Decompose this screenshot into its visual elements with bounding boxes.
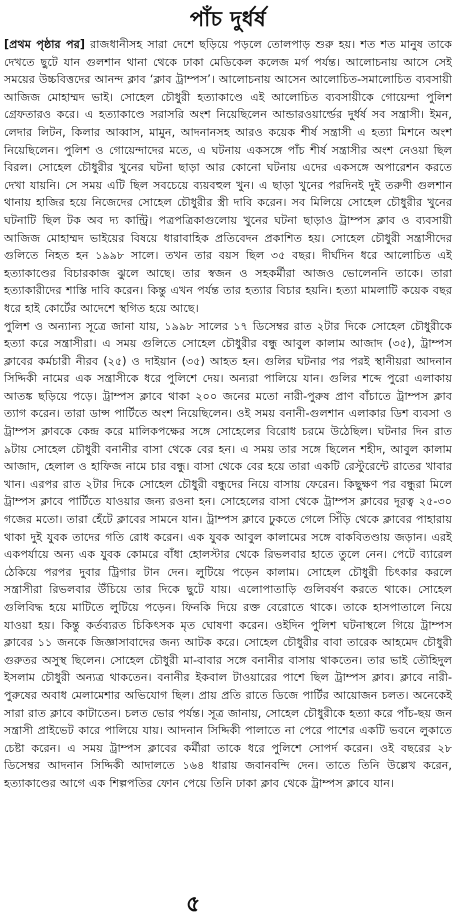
page-number-fragment: ৫ xyxy=(186,892,201,917)
paragraph-2: পুলিশ ও অন্যান্য সূত্রে জানা যায়, ১৯৯৮ সালের ১৭ ডিসেম্বর রাত ২টার দিকে সোহেল চৌধুরীকে হত্যা করে সন্ত্রাসীরা। এ সময় গুলিতে সোহেল চৌধুরীর বন্ধু আবুল কালাম আজাদ (৩৫), ট্রাম্পস ক্লাবের কর্মচারী নীরব (২৫) ও দাইয়ান (৩৫) আহত হন। গুলির ঘটনার পর পরই স্থানীয়রা আদনান সিদ্দিকী নামের এক সন্ত্রাসীকে ধরে পুলিশে দেয়। অন্যরা পালিয়ে যান। গুলির শব্দে পুরো এলাকায় আতঙ্ক ছড়িয়ে পড়ে। ট্রাম্পস ক্লাবে থাকা ২০০ জনের মতো নারী-পুরুষ প্রাণ বাঁচাতে ট্রাম্পস ক্লাব ত্যাগ করেন। তারা ডান্স পার্টিতে অংশ নিয়েছিলেন। ওই সময় বনানী-গুলশান এলাকার ডিশ ব্যবসা ও ট্রাম্পস ক্লাবকে কেন্দ্র করে মালিকপক্ষের সঙ্গে সোহেলের বিরোধ চরমে উঠেছিল। ঘটনার দিন রাত ৯টায় সোহেল চৌধুরী বনানীর বাসা থেকে বের হন। এ সময় তার সঙ্গে ছিলেন শহীদ, আবুল কালাম আজাদ, হেলাল ও হাফিজ নামে চার বন্ধু। বাসা থেকে বের হয়ে তারা একটি রেস্টুরেন্টে রাতের খাবার খান। এরপর রাত ২টার দিকে সোহেল চৌধুরী বন্ধুদের নিয়ে বাসায় ফেরেন। কিছুক্ষণ পর বন্ধুরা মিলে ট্রাম্পস ক্লাবে পার্টিতে যাওয়ার জন্য রওনা হন। সোহেলের বাসা থেকে ট্রাম্পস ক্লাবের দূরত্ব ২৫-৩০ গজের মতো। তারা হেঁটে ক্লাবের সামনে যান। ট্রাম্পস ক্লাবে ঢুকতে গেলে সিঁড়ি থেকে ক্লাবের পাহারায় থাকা দুই যুবক তাদের গতি রোধ করেন। এক যুবক আবুল কালামের সঙ্গে বাকবিতণ্ডায় জড়ান। এরই একপর্যায়ে অন্য এক যুবক কোমরে বাঁধা হোলস্টার থেকে রিভলবার হাতে তুলে নেন। পেটে ব্যারেল ঠেকিয়ে পরপর দুবার ট্রিগার টান দেন। লুটিয়ে পড়েন কালাম। সোহেল চৌধুরী চিৎকার করলে সন্ত্রাসীরা রিভলবার উঁচিয়ে তার দিকে ছুটে যায়। এলোপাতাড়ি গুলিবর্ষণ করতে থাকে। সোহেল গুলিবিদ্ধ হয়ে মাটিতে লুটিয়ে পড়েন। ফিনকি দিয়ে রক্ত বেরোতে থাকে। তাকে হাসপাতালে নিয়ে যাওয়া হয়। কিন্তু কর্তব্যরত চিকিৎসক মৃত ঘোষণা করেন। ওইদিন পুলিশ ঘটনাস্থলে গিয়ে ট্রাম্পস ক্লাবের ১১ জনকে জিজ্ঞাসাবাদের জন্য আটক করে। সোহেল চৌধুরীর বাবা তারেক আহমেদ চৌধুরী গুরুতর অসুস্থ ছিলেন। সোহেল চৌধুরী মা-বাবার সঙ্গে বনানীর বাসায় থাকতেন। তার ভাই তৌহিদুল ইসলাম চৌধুরী অন্যত্র থাকতেন। বনানীর ইকবাল টাওয়ারের পাশে ছিল ট্রাম্পস ক্লাব। ক্লাবে নারী-পুরুষের অবাধ মেলামেশার অভিযোগ ছিল। প্রায় প্রতি রাতে ডিজে পার্টির আয়োজন চলত। অনেকেই সারা রাত ক্লাবে কাটাতেন। চলত ভোর পর্যন্ত। সূত্র জানায়, সোহেল চৌধুরীকে হত্যা করে পাঁচ-ছয় জন সন্ত্রাসী প্রাইভেট কারে পালিয়ে যায়। আদনান সিদ্দিকী পালাতে না পেরে পাশের একটি ভবনে লুকাতে চেষ্টা করেন। এ সময় ট্রাম্পস ক্লাবের কর্মীরা তাকে ধরে পুলিশে সোপর্দ করেন। ওই বছরের ২৮ ডিসেম্বর আদনান সিদ্দিকী আদালতে ১৬৪ ধারায় জবানবন্দি দেন। তাতে তিনি উল্লেখ করেন, হত্যাকাণ্ডের আগে এক শিল্পপতির ফোন পেয়ে তিনি ঢাকা ক্লাব থেকে ট্রাম্পস ক্লাবে যান। xyxy=(4,319,452,790)
article-body xyxy=(4,36,452,793)
paragraph-1 xyxy=(4,36,452,318)
headline: পাঁচ দুর্ধর্ষ xyxy=(189,7,267,31)
continuation-label: [প্রথম পৃষ্ঠার পর] xyxy=(4,38,86,51)
paragraph-1-text: রাজধানীসহ সারা দেশে ছড়িয়ে পড়লে তোলপাড় শুরু হয়। শত শত মানুষ তাকে দেখতে ছুটে যান গুলশান থানা থেকে ঢাকা মেডিকেল কলেজ মর্গ পর্যন্ত। আলোচনায় আসে সেই সময়ের উচ্চবিত্তদের আনন্দ ক্লাব ‘ক্লাব ট্রাম্পস’। আলোচনায় আসেন আলোচিত-সমালোচিত ব্যবসায়ী আজিজ মোহাম্মদ ভাই। সোহেল চৌধুরী হত্যাকাণ্ডে এই আলোচিত ব্যবসায়ীকে গোয়েন্দা পুলিশ গ্রেফতারও করে। এ হত্যাকাণ্ডে সরাসরি অংশ নিয়েছিলেন আন্ডারওয়ার্ল্ডের দুর্ধর্ষ সব সন্ত্রাসী। ইমন, লেদার লিটন, কিলার আব্বাস, মামুন, আদনানসহ আরও কয়েক শীর্ষ সন্ত্রাসী এ হত্যা মিশনে অংশ নিয়েছিলেন। পুলিশ ও গোয়েন্দাদের মতে, এ ঘটনায় একসঙ্গে পাঁচ শীর্ষ সন্ত্রাসীর অংশ নেওয়া ছিল বিরল। সোহেল চৌধুরীর খুনের ঘটনা ছাড়া আর কোনো ঘটনায় এদের একসঙ্গে অপারেশন করতে দেখা যায়নি। সে সময় এটি ছিল সবচেয়ে ব্যয়বহুল খুন। এ ছাড়া খুনের পরদিনই দুই তরুণী গুলশান থানায় হাজির হয়ে নিজেদের সোহেল চৌধুরীর স্ত্রী দাবি করেন। সব মিলিয়ে সোহেল চৌধুরীর খুনের ঘটনাটি ছিল টক অব দ্য কান্ট্রি। পত্রপত্রিকাগুলোয় খুনের ঘটনা ছাড়াও ট্রাম্পস ক্লাব ও ব্যবসায়ী আজিজ মোহাম্মদ ভাইয়ের বিষয়ে ধারাবাহিক প্রতিবেদন প্রকাশিত হয়। সোহেল চৌধুরী সন্ত্রাসীদের গুলিতে নিহত হন ১৯৯৮ সালে। তখন তার বয়স ছিল ৩৫ বছর। দীর্ঘদিন ধরে আলোচিত এই হত্যাকাণ্ডের বিচারকাজ ঝুলে আছে। তার স্বজন ও সহকর্মীরা আজও ভোলেননি তাকে। তারা হত্যাকারীদের শাস্তি দাবি করেন। কিন্তু এখন পর্যন্ত তার হত্যার বিচার হয়নি। হত্যা মামলাটি কয়েক বছর ধরে হাই কোর্টের আদেশে স্থগিত হয়ে আছে। xyxy=(4,38,453,315)
bottom-strip xyxy=(0,892,456,917)
